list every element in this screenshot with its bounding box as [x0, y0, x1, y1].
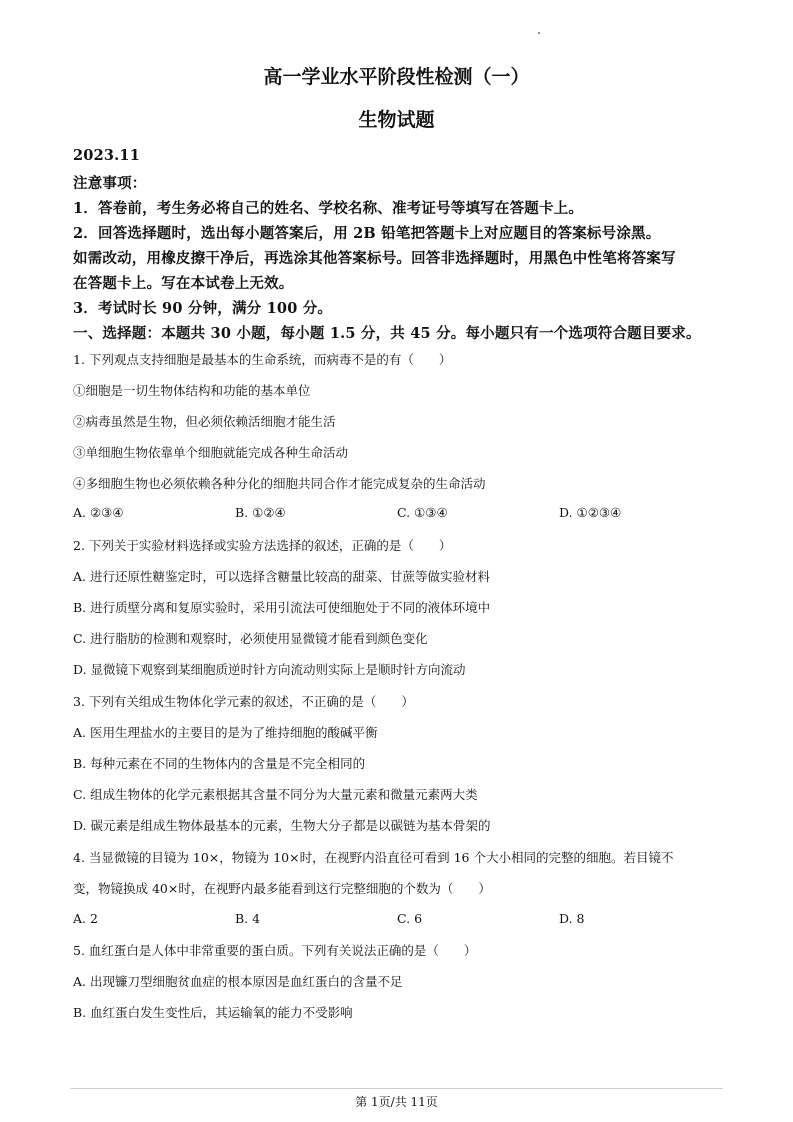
page-number: 第 1页/共 11页	[355, 1095, 438, 1109]
question-2-option-c: C. 进行脂肪的检测和观察时，必须使用显微镜才能看到颜色变化	[73, 631, 428, 646]
question-1-stem: 1. 下列观点支持细胞是最基本的生命系统，而病毒不是的有（ ）	[73, 352, 452, 367]
question-3-option-d: D. 碳元素是组成生物体最基本的元素，生物大分子都是以碳链为基本骨架的	[73, 818, 491, 833]
question-5-stem: 5. 血红蛋白是人体中非常重要的蛋白质。下列有关说法正确的是（ ）	[73, 943, 477, 958]
question-1-statement-3: ③单细胞生物依靠单个细胞就能完成各种生命活动	[73, 445, 349, 460]
question-1-statement-2: ②病毒虽然是生物，但必须依赖活细胞才能生活	[73, 414, 336, 429]
question-1-option-a: A. ②③④	[73, 505, 124, 520]
subject-title: 生物试题	[358, 109, 435, 131]
notice-item-2-cont2: 在答题卡上。写在本试卷上无效。	[73, 275, 294, 292]
question-3-option-a: A. 医用生理盐水的主要目的是为了维持细胞的酸碱平衡	[73, 725, 378, 740]
question-1-option-c: C. ①③④	[397, 505, 448, 520]
question-4-option-c: C. 6	[397, 911, 423, 926]
question-3-stem: 3. 下列有关组成生物体化学元素的叙述，不正确的是（ ）	[73, 694, 414, 709]
question-4-stem-cont: 变，物镜换成 40×时，在视野内最多能看到这行完整细胞的个数为（ ）	[73, 881, 491, 896]
notice-heading: 注意事项：	[73, 175, 147, 192]
section-heading: 一、选择题：本题共 30 小题，每小题 1.5 分，共 45 分。每小题只有一个选项符合题目要求。	[73, 325, 701, 342]
notice-item-1: 1．答卷前，考生务必将自己的姓名、学校名称、准考证号等填写在答题卡上。	[73, 200, 584, 217]
scan-speck	[538, 32, 540, 34]
question-4-option-d: D. 8	[559, 911, 585, 926]
question-2-option-a: A. 进行还原性糖鉴定时，可以选择含糖量比较高的甜菜、甘蔗等做实验材料	[73, 569, 490, 584]
question-1-option-b: B. ①②④	[235, 505, 286, 520]
exam-title: 高一学业水平阶段性检测（一）	[263, 66, 530, 88]
notice-item-2-cont: 如需改动，用橡皮擦干净后，再选涂其他答案标号。回答非选择题时，用黑色中性笔将答案写	[73, 250, 676, 267]
notice-item-2: 2．回答选择题时，选出每小题答案后，用 2B 铅笔把答题卡上对应题目的答案标号涂黑。	[73, 225, 661, 242]
question-2-stem: 2. 下列关于实验材料选择或实验方法选择的叙述，正确的是（ ）	[73, 538, 452, 553]
question-4-stem: 4. 当显微镜的目镜为 10×，物镜为 10×时，在视野内沿直径可看到 16 个大小相同的完整的细胞。若目镜不	[73, 850, 674, 865]
question-1-option-d: D. ①②③④	[559, 505, 622, 520]
question-5-option-b: B. 血红蛋白发生变性后，其运输氧的能力不受影响	[73, 1005, 353, 1020]
notice-item-3: 3．考试时长 90 分钟，满分 100 分。	[73, 300, 333, 317]
question-5-option-a: A. 出现镰刀型细胞贫血症的根本原因是血红蛋白的含量不足	[73, 974, 403, 989]
question-1-statement-4: ④多细胞生物也必须依赖各种分化的细胞共同合作才能完成复杂的生命活动	[73, 476, 486, 491]
question-2-option-b: B. 进行质壁分离和复原实验时，采用引流法可使细胞处于不同的液体环境中	[73, 600, 491, 615]
question-3-option-b: B. 每种元素在不同的生物体内的含量是不完全相同的	[73, 756, 366, 771]
question-3-option-c: C. 组成生物体的化学元素根据其含量不同分为大量元素和微量元素两大类	[73, 787, 478, 802]
question-4-option-b: B. 4	[235, 911, 261, 926]
question-2-option-d: D. 显微镜下观察到某细胞质逆时针方向流动则实际上是顺时针方向流动	[73, 662, 466, 677]
question-1-statement-1: ①细胞是一切生物体结构和功能的基本单位	[73, 383, 311, 398]
footer-divider	[70, 1088, 723, 1089]
question-4-option-a: A. 2	[73, 911, 98, 926]
exam-date: 2023.11	[73, 147, 140, 164]
